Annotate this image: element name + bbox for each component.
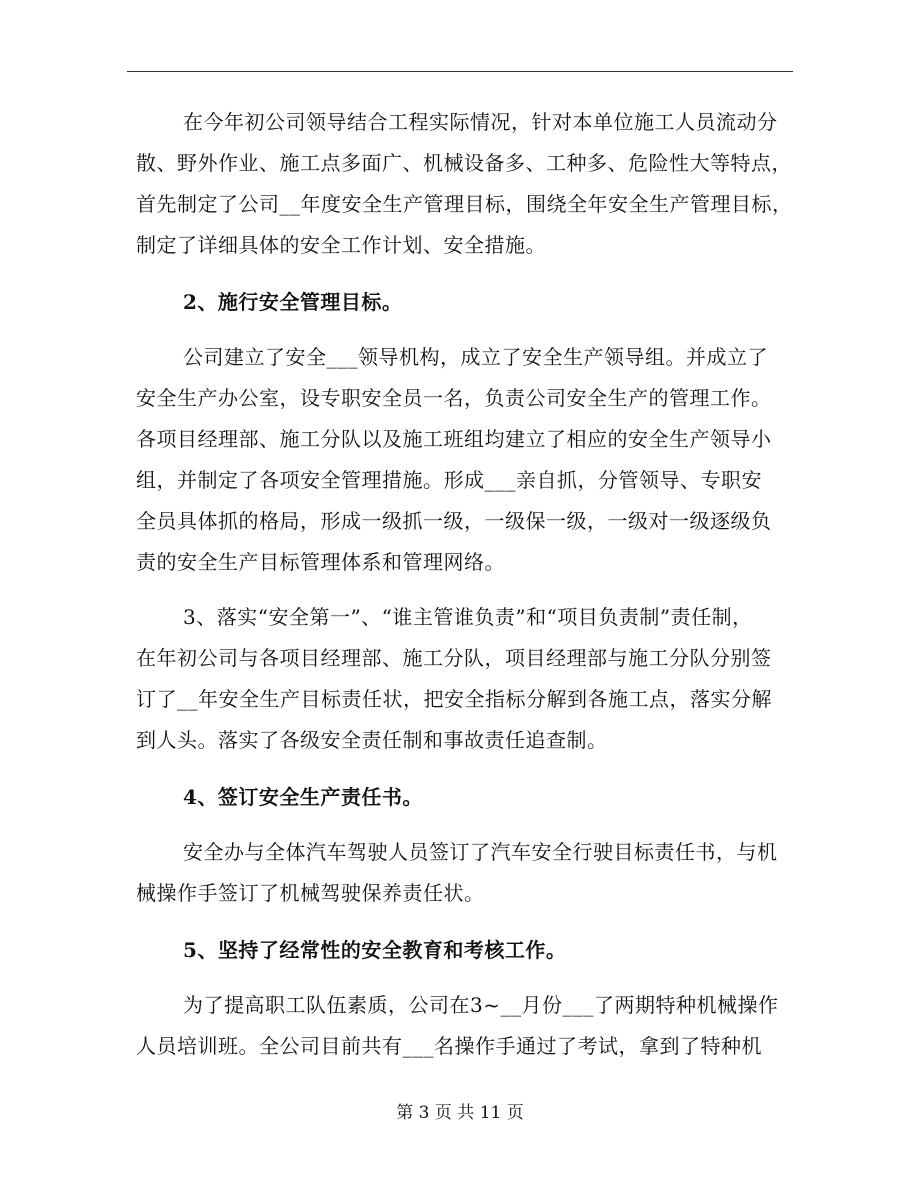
paragraph-1-line-3: 首先制定了公司__年度安全生产管理目标，围绕全年安全生产管理目标，	[136, 192, 793, 216]
paragraph-5-line-2: 人员培训班。全公司目前共有___名操作手通过了考试，拿到了特种机	[136, 1034, 762, 1058]
paragraph-3-line-1: 3、落实“安全第一”、“谁主管谁负责”和“项目负责制”责任制，	[183, 605, 753, 629]
paragraph-2-line-3: 各项目经理部、施工分队以及施工班组均建立了相应的安全生产领导小	[136, 427, 772, 451]
paragraph-2-line-5: 全员具体抓的格局，形成一级抓一级，一级保一级，一级对一级逐级负	[136, 509, 772, 533]
paragraph-3-line-3: 订了__年安全生产目标责任状，把安全指标分解到各施工点，落实分解	[136, 687, 772, 711]
paragraph-3-line-2: 在年初公司与各项目经理部、施工分队，项目经理部与施工分队分别签	[136, 646, 772, 670]
page-footer: 第 3 页 共 11 页	[396, 1103, 524, 1123]
paragraph-4-line-2: 械操作手签订了机械驾驶保养责任状。	[136, 881, 485, 905]
section-4-heading: 4、签订安全生产责任书。	[183, 785, 423, 809]
header-rule	[127, 71, 793, 72]
paragraph-2-line-6: 责的安全生产目标管理体系和管理网络。	[136, 550, 505, 574]
section-5-heading: 5、坚持了经常性的安全教育和考核工作。	[183, 938, 567, 962]
section-2-heading: 2、施行安全管理目标。	[183, 290, 403, 314]
paragraph-1-line-4: 制定了详细具体的安全工作计划、安全措施。	[136, 233, 546, 257]
paragraph-3-line-4: 到人头。落实了各级安全责任制和事故责任追查制。	[136, 728, 608, 752]
paragraph-2-line-1: 公司建立了安全___领导机构，成立了安全生产领导组。并成立了	[183, 345, 768, 369]
paragraph-1-line-1: 在今年初公司领导结合工程实际情况，针对本单位施工人员流动分	[183, 110, 778, 134]
paragraph-2-line-2: 安全生产办公室，设专职安全员一名，负责公司安全生产的管理工作。	[136, 386, 772, 410]
paragraph-5-line-1: 为了提高职工队伍素质，公司在3~__月份___了两期特种机械操作	[183, 993, 779, 1017]
paragraph-1-line-2: 散、野外作业、施工点多面广、机械设备多、工种多、危险性大等特点，	[136, 151, 792, 175]
paragraph-4-line-1: 安全办与全体汽车驾驶人员签订了汽车安全行驶目标责任书，与机	[183, 840, 778, 864]
paragraph-2-line-4: 组，并制定了各项安全管理措施。形成___亲自抓，分管领导、专职安	[136, 468, 762, 492]
